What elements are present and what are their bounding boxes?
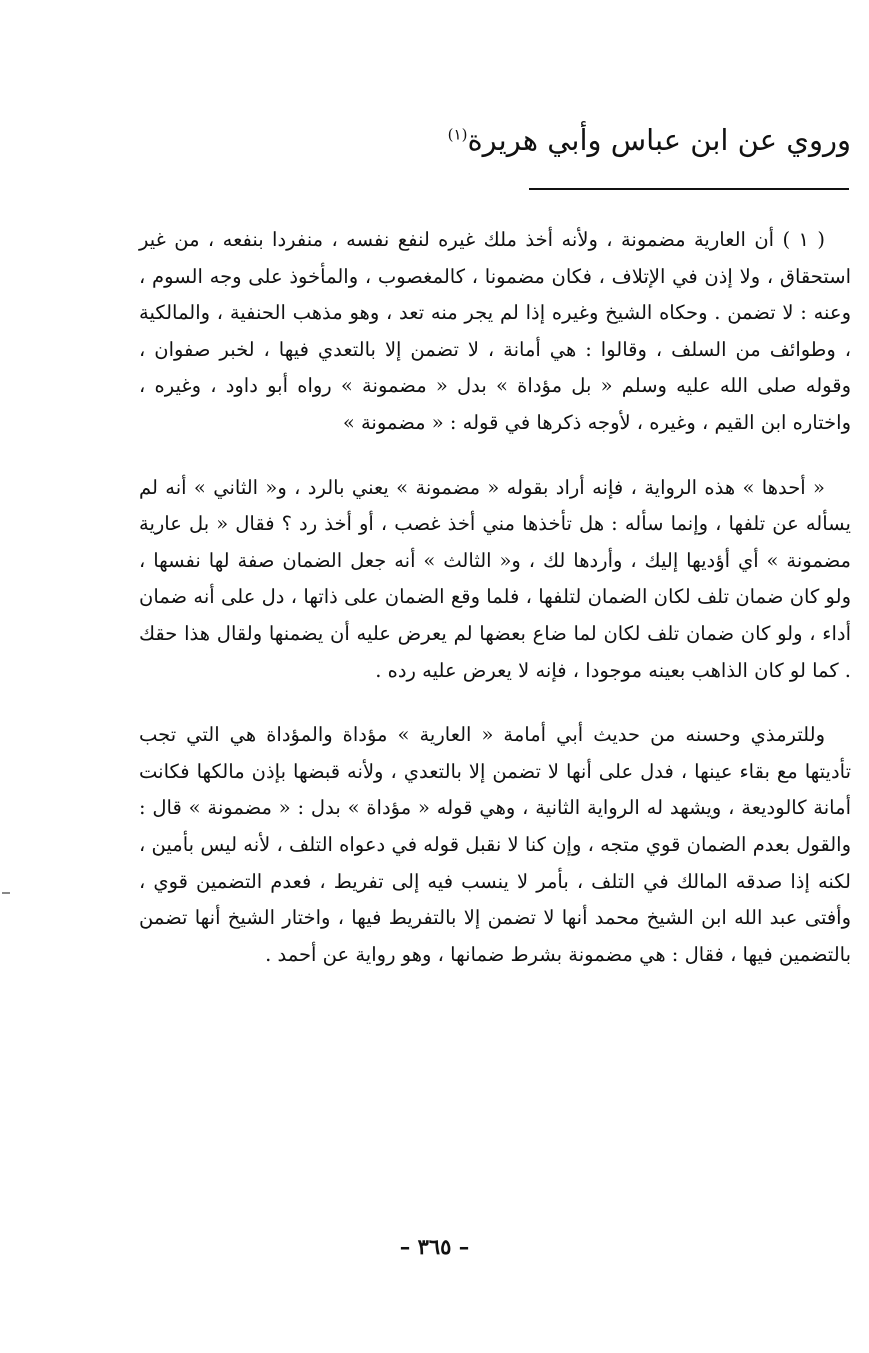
page-number: – ٣٦٥ –: [399, 1234, 470, 1259]
footnote-paragraph: ( ١ ) أن العارية مضمونة ، ولأنه أخذ ملك غيره لنفع نفسه ، منفردا بنفعه ، من غير استحقاق ، ولا إذن في الإتلاف ، فكان مضمونا ، كالمغصوب ، والمأخوذ على وجه السوم ، وعنه : لا تضمن . وحكاه الشيخ وغيره إذا لم يجر منه تعد ، وهو مذهب الحنفية ، والمالكية ، وطوائف من السلف ، وقالوا : هي أمانة ، لا تضمن إلا بالتعدي فيها ، لخبر صفوان ، وقوله صلى الله عليه وسلم « بل مؤداة » بدل « مضمونة » رواه أبو داود ، وغيره ، واختاره ابن القيم ، وغيره ، لأوجه ذكرها في قوله : « مضمونة »: [139, 228, 851, 434]
scan-artifact-mark: [2, 892, 10, 894]
main-text-line: [71, 112, 851, 168]
footnote-paragraph: وللترمذي وحسنه من حديث أبي أمامة « العارية » مؤداة والمؤداة هي التي تجب تأديتها مع بقاء عينها ، فدل على أنها لا تضمن إلا بالتعدي ، ولأنه قبضها بإذن مالكها فكانت أمانة كالوديعة ، ويشهد له الرواية الثانية ، وهي قوله « مؤداة » بدل : « مضمونة » قال : والقول بعدم الضمان قوي متجه ، وإن كنا لا نقبل قوله في دعواه التلف ، لأنه ليس بأمين ، لكنه إذا صدقه المالك في التلف ، بأمر لا ينسب فيه إلى تفريط ، فعدم التضمين قوي ، وأفتى عبد الله ابن الشيخ محمد أنها لا تضمن إلا بالتفريط فيها ، واختار الشيخ أنها تضمن بالتضمين فيها ، فقال : هي مضمونة بشرط ضمانها ، وهو رواية عن أحمد .: [139, 723, 851, 966]
footnote-paragraph: « أحدها » هذه الرواية ، فإنه أراد بقوله « مضمونة » يعني بالرد ، و« الثاني » أنه لم يسأله عن تلفها ، وإنما سأله : هل تأخذها مني أخذ غصب ، أو أخذ رد ؟ فقال « بل عارية مضمونة » أي أؤديها إليك ، وأردها لك ، و« الثالث » أنه جعل الضمان صفة لها نفسها ، ولو كان ضمان تلف لكان الضمان لتلفها ، فلما وقع الضمان على ذاتها ، دل على أنه ضمان أداء ، ولو كان ضمان تلف لكان لما ضاع بعضها لم يعرض عليه أن يضمنها ولقال هذا حقك . كما لو كان الذاهب بعينه موجودا ، فإنه لا يعرض عليه رده .: [139, 475, 851, 682]
footnotes-block: [139, 222, 851, 973]
main-text: وروي عن ابن عباس وأبي هريرة: [467, 123, 851, 157]
footnote-separator-rule: [529, 188, 849, 190]
footnote-reference: (١): [447, 125, 468, 144]
